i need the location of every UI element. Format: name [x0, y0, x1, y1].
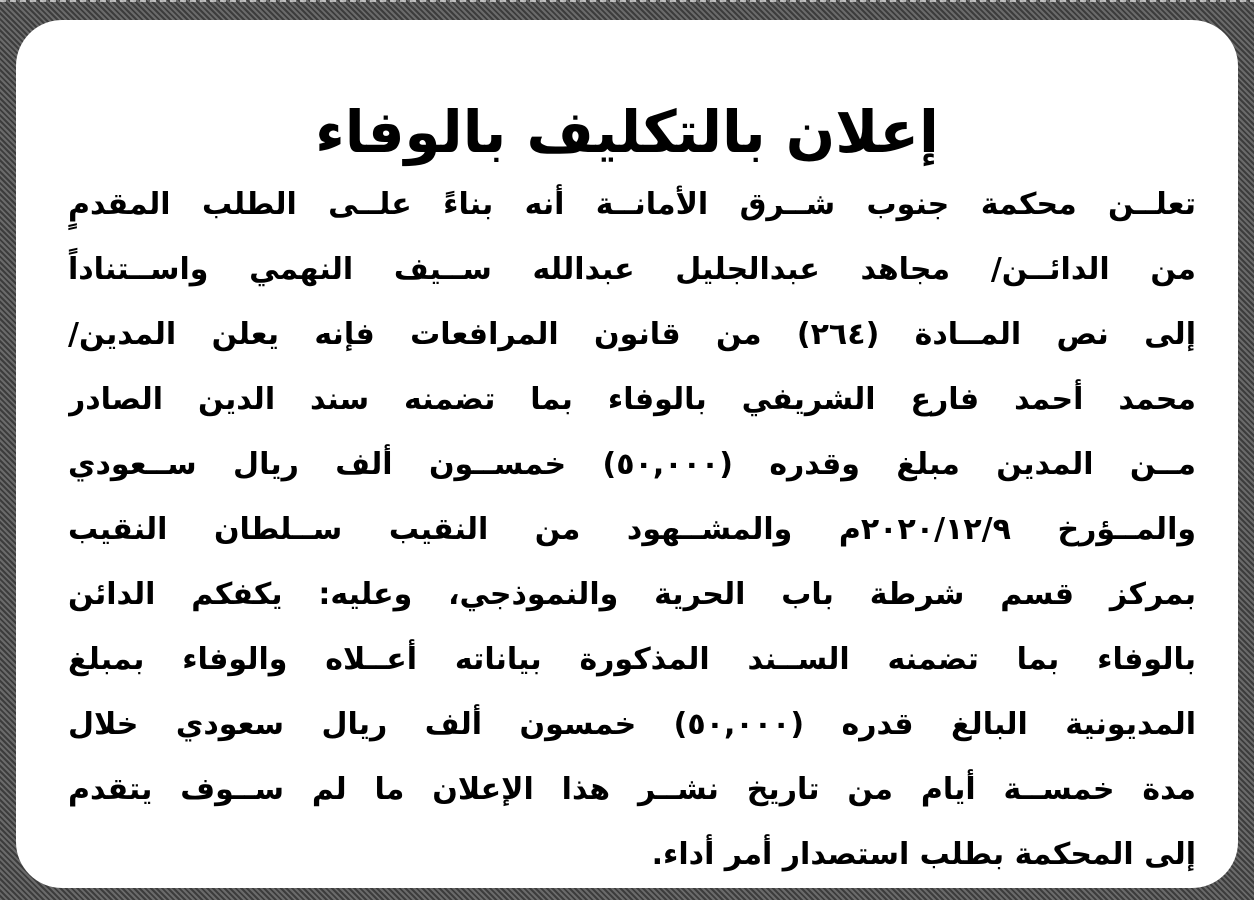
notice-line-6: والمــؤرخ ٢٠٢٠/١٢/٩م والمشــهود من النقيب ســلطان النقيب	[68, 512, 1196, 547]
notice-line-8: بالوفاء بما تضمنه الســند المذكورة بياناته أعــلاه والوفاء بمبلغ	[68, 642, 1196, 677]
notice-line-10: مدة خمســة أيام من تاريخ نشــر هذا الإعلان ما لم ســوف يتقدم	[68, 772, 1196, 807]
notice-card	[16, 20, 1238, 888]
notice-line-7: بمركز قسم شرطة باب الحرية والنموذجي، وعليه: يكفكم الدائن	[68, 577, 1196, 612]
notice-line-1: تعلــن محكمة جنوب شــرق الأمانــة أنه بناءً علــى الطلب المقدمٍ	[68, 187, 1196, 222]
notice-line-11: إلى المحكمة بطلب استصدار أمر أداء.	[651, 837, 1196, 872]
page-top-edge	[0, 0, 1254, 2]
notice-line-5: مــن المدين مبلغ وقدره (٥٠,٠٠٠) خمســون ألف ريال ســعودي	[68, 447, 1196, 482]
notice-title: إعلان بالتكليف بالوفاء	[315, 98, 939, 166]
notice-line-3: إلى نص المــادة (٢٦٤) من قانون المرافعات فإنه يعلن المدين/	[68, 317, 1196, 352]
notice-body	[68, 172, 1196, 887]
notice-line-9: المديونية البالغ قدره (٥٠,٠٠٠) خمسون ألف ريال سعودي خلال	[68, 707, 1196, 742]
notice-line-4: محمد أحمد فارع الشريفي بالوفاء بما تضمنه سند الدين الصادر	[68, 382, 1196, 417]
notice-line-2: من الدائــن/ مجاهد عبدالجليل عبدالله ســيف النهمي واســتناداً	[68, 252, 1196, 287]
